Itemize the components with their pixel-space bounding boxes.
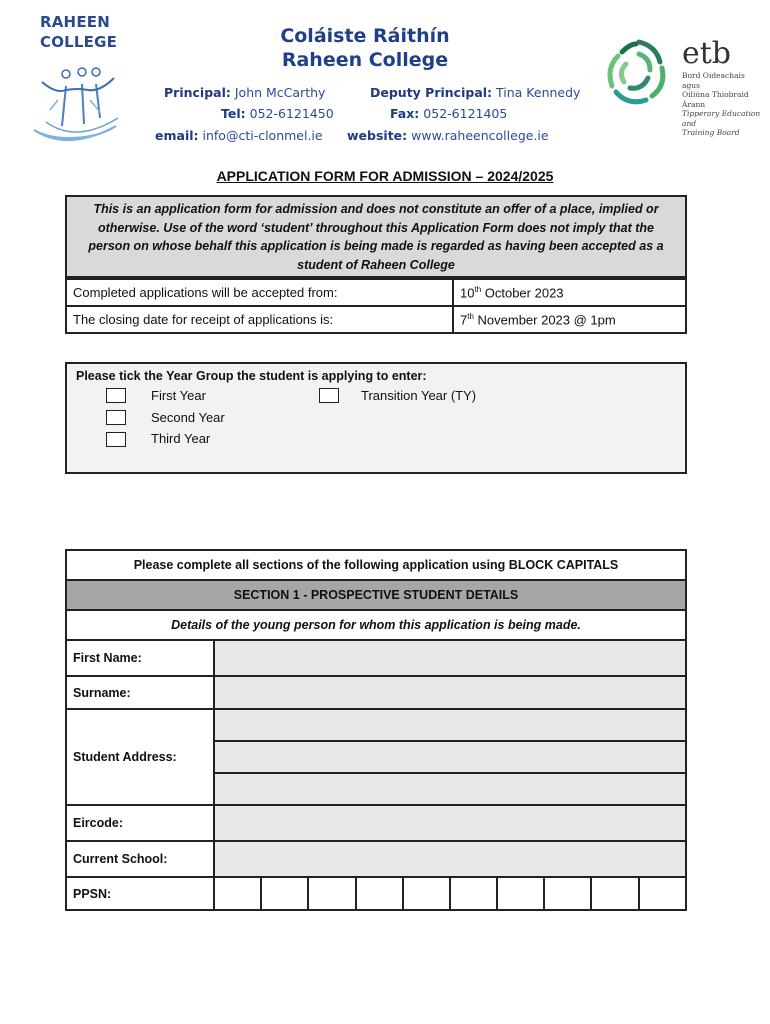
deputy-principal xyxy=(370,85,580,100)
ppsn-char-field[interactable] xyxy=(497,877,544,910)
table-row xyxy=(66,709,686,741)
eircode-label: Eircode: xyxy=(66,805,214,841)
address-line-2-field[interactable] xyxy=(214,741,686,773)
transition-year-label: Transition Year (TY) xyxy=(361,388,477,403)
closing-date: 7th November 2023 @ 1pm xyxy=(453,306,686,333)
third-year-label: Third Year xyxy=(151,431,211,446)
table-row xyxy=(66,306,686,333)
second-year-label: Second Year xyxy=(151,410,225,425)
principal-name: John McCarthy xyxy=(234,85,326,100)
current-school-label: Current School: xyxy=(66,841,214,877)
fax-label: Fax: xyxy=(390,106,420,121)
address-label: Student Address: xyxy=(66,709,214,805)
ppsn-char-field[interactable] xyxy=(591,877,638,910)
fax-value: 052-6121405 xyxy=(423,106,508,121)
ppsn-char-field[interactable] xyxy=(403,877,450,910)
principal-label: Principal: xyxy=(164,85,231,100)
etb-line-2: Oiliúna Thiobraid Árann xyxy=(682,90,749,109)
website-value: www.raheencollege.ie xyxy=(411,128,549,143)
tel-value: 052-6121450 xyxy=(249,106,334,121)
website xyxy=(347,128,549,143)
email xyxy=(155,128,323,143)
second-year-checkbox[interactable] xyxy=(106,410,126,425)
address-line-1-field[interactable] xyxy=(214,709,686,741)
first-name-field[interactable] xyxy=(214,640,686,676)
deputy-label: Deputy Principal: xyxy=(370,85,493,100)
etb-subtitle xyxy=(682,71,762,138)
email-label: email: xyxy=(155,128,199,143)
etb-swirl-logo-icon xyxy=(600,34,678,120)
telephone xyxy=(221,106,334,121)
website-label: website: xyxy=(347,128,408,143)
school-title-english: Raheen College xyxy=(281,49,449,71)
table-row xyxy=(66,610,686,640)
closing-label: The closing date for receipt of applications is: xyxy=(66,306,453,333)
year-group-box xyxy=(65,362,687,474)
table-row xyxy=(66,805,686,841)
ppsn-char-field[interactable] xyxy=(450,877,497,910)
table-row xyxy=(66,841,686,877)
table-row xyxy=(66,640,686,676)
disclaimer-box: This is an application form for admission and does not constitute an offer of a place, implied or otherwise. Use of the word ‘student’ throughout this Application Form does not imply that the person on whose behalf this application is being made is regarded as having been accepted as a student of Raheen College xyxy=(65,195,687,278)
etb-logo-text: etb xyxy=(682,36,732,71)
fax xyxy=(390,106,507,121)
address-line-3-field[interactable] xyxy=(214,773,686,805)
etb-line-4: Training Board xyxy=(682,128,740,137)
ppsn-label: PPSN: xyxy=(66,877,214,910)
deputy-name: Tina Kennedy xyxy=(496,85,581,100)
college-logo xyxy=(40,12,117,52)
ppsn-char-field[interactable] xyxy=(639,877,686,910)
eircode-field[interactable] xyxy=(214,805,686,841)
section-1-table xyxy=(65,549,687,911)
logo-line-1: RAHEEN xyxy=(40,13,110,31)
school-title-irish: Coláiste Ráithín xyxy=(280,25,450,47)
block-capitals-instruction: Please complete all sections of the following application using BLOCK CAPITALS xyxy=(66,550,686,580)
accepted-date: 10th October 2023 xyxy=(453,279,686,306)
table-row xyxy=(66,279,686,306)
etb-line-3: Tipperary Education and xyxy=(682,109,761,128)
transition-year-checkbox[interactable] xyxy=(319,388,339,403)
table-row xyxy=(66,676,686,709)
ppsn-char-field[interactable] xyxy=(214,877,261,910)
first-name-label: First Name: xyxy=(66,640,214,676)
surname-field[interactable] xyxy=(214,676,686,709)
dates-table xyxy=(65,278,687,334)
table-row xyxy=(66,877,686,910)
tel-label: Tel: xyxy=(221,106,246,121)
ppsn-char-field[interactable] xyxy=(356,877,403,910)
principal xyxy=(164,85,325,100)
first-year-checkbox[interactable] xyxy=(106,388,126,403)
logo-line-2: COLLEGE xyxy=(40,33,118,51)
etb-line-1: Bord Oideachais agus xyxy=(682,71,745,90)
email-value: info@cti-clonmel.ie xyxy=(202,128,323,143)
accepted-label: Completed applications will be accepted from: xyxy=(66,279,453,306)
ppsn-char-field[interactable] xyxy=(544,877,591,910)
surname-label: Surname: xyxy=(66,676,214,709)
third-year-checkbox[interactable] xyxy=(106,432,126,447)
section-heading: SECTION 1 - PROSPECTIVE STUDENT DETAILS xyxy=(66,580,686,610)
form-title: APPLICATION FORM FOR ADMISSION – 2024/2025 xyxy=(216,168,554,184)
ppsn-char-field[interactable] xyxy=(261,877,308,910)
table-row xyxy=(66,580,686,610)
raheen-figures-logo-icon xyxy=(28,60,128,148)
first-year-label: First Year xyxy=(151,388,206,403)
ppsn-char-field[interactable] xyxy=(308,877,355,910)
section-subheading: Details of the young person for whom this application is being made. xyxy=(66,610,686,640)
year-group-question: Please tick the Year Group the student is applying to enter: xyxy=(76,369,427,383)
table-row xyxy=(66,550,686,580)
current-school-field[interactable] xyxy=(214,841,686,877)
